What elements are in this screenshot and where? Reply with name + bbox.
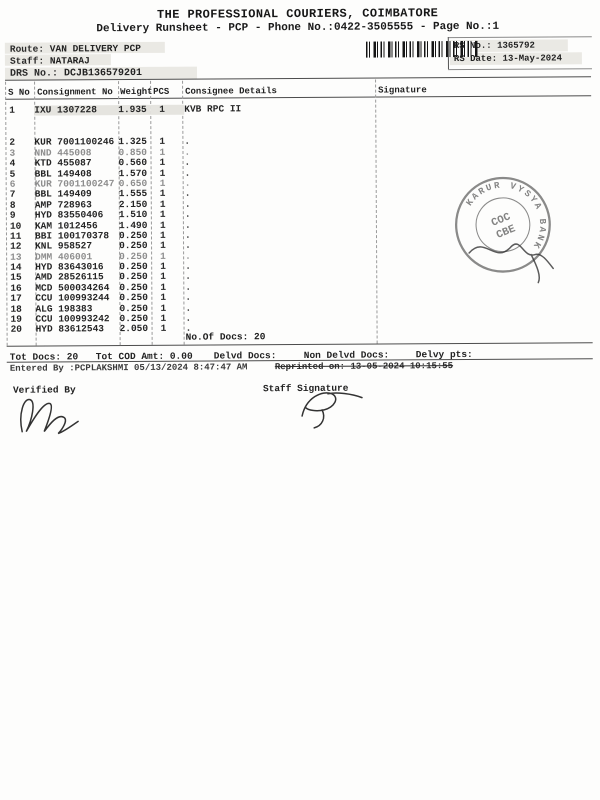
cell-consignment: HYD 83550406 [34, 209, 104, 221]
cell-sno: 20 [10, 324, 23, 336]
cell-sno: 10 [9, 220, 22, 232]
audit-line [10, 361, 453, 374]
cell-consignment: KNL 958527 [35, 240, 93, 252]
delvd-docs: Delvd Docs: [213, 350, 277, 362]
tot-docs: Tot Docs: 20 [9, 351, 79, 363]
cell-sno: 19 [10, 313, 22, 325]
cell-pcs: 1 [160, 271, 166, 283]
cell-weight: 0.560 [118, 157, 148, 169]
cell-sno: 5 [9, 168, 16, 180]
cell-weight: 1.555 [118, 188, 148, 200]
cell-consignee: . [184, 156, 191, 168]
cell-consignee: . [184, 219, 191, 231]
table-row [8, 322, 592, 336]
page-title: THE PROFESSIONAL COURIERS, COIMBATORE [156, 6, 439, 22]
table-bottom-rule [7, 342, 593, 347]
cell-consignment: DMM 406001 [35, 250, 93, 263]
cell-weight: 1.325 [118, 136, 147, 148]
col-header-consignee: Consignee Details [185, 86, 277, 97]
cell-consignment: NND 445008 [34, 147, 92, 159]
cell-consignment: KAM 1012456 [34, 219, 98, 232]
cell-weight: 1.570 [118, 167, 148, 179]
cell-pcs: 1 [159, 136, 166, 148]
cell-sno: 4 [9, 157, 16, 169]
cell-pcs: 1 [159, 156, 166, 169]
cell-consignee: . [185, 271, 191, 283]
col-header-weight: Weight [120, 86, 153, 98]
cell-consignment: KUR 7001100247 [34, 178, 115, 190]
cell-sno: 11 [9, 230, 22, 242]
cell-consignment: CCU 100993244 [35, 292, 110, 304]
cell-consignee: KVB RPC II [184, 103, 242, 115]
tot-cod-amt: Tot COD Amt: 0.00 [95, 350, 193, 363]
cell-weight: 0.250 [119, 261, 148, 273]
cell-consignee: . [185, 281, 192, 293]
cell-sno: 12 [10, 240, 22, 253]
staff-label: Staff: [9, 55, 45, 67]
cell-sno: 7 [9, 189, 16, 201]
col-header-sno: S No [8, 87, 30, 98]
rs-box-bottom-rule [448, 68, 592, 70]
cell-consignment: KTD 455087 [34, 157, 92, 169]
cell-consignee: . [185, 323, 192, 335]
page-subtitle: Delivery Runsheet - PCP - Phone No.:0422-3505555 - Page No.:1 [96, 20, 500, 36]
rs-box-left-rule [448, 37, 449, 69]
cell-pcs: 1 [150, 105, 184, 116]
cell-consignee: . [184, 177, 191, 189]
cell-pcs: 1 [159, 229, 166, 241]
stamp-center-line1: COC [489, 211, 513, 230]
verified-by-label: Verified By [12, 384, 76, 396]
col-header-consignment: Consignment No [37, 87, 113, 98]
cell-pcs: 1 [159, 146, 166, 158]
staff-value: NATARAJ [49, 55, 90, 67]
cell-consignee: . [184, 188, 191, 200]
route-value: VAN DELIVERY PCP [49, 42, 142, 55]
rs-no-value: 1365792 [497, 40, 535, 51]
cell-pcs: 1 [160, 281, 167, 293]
drs-value: DCJB136579201 [64, 67, 143, 80]
delvy-pts: Delvy pts: [415, 348, 473, 361]
cell-pcs: 1 [159, 208, 166, 220]
cell-consignment: HYD 83643016 [35, 261, 104, 273]
cell-consignment: BBL 149409 [34, 188, 92, 200]
no-of-docs: No.Of Docs: 20 [185, 331, 266, 343]
cell-sno: 6 [9, 178, 16, 190]
cell-weight: 2.150 [118, 198, 148, 210]
cell-weight: 0.650 [118, 177, 148, 190]
drs-line [10, 68, 142, 80]
cell-pcs: 1 [160, 302, 167, 314]
cell-sno: 17 [10, 292, 22, 305]
rs-no-line [454, 41, 535, 51]
cell-weight: 0.250 [118, 229, 148, 242]
cell-consignment: BBL 149408 [34, 167, 92, 180]
cell-weight: 0.250 [119, 271, 148, 283]
cell-weight: 1.935 [118, 105, 150, 116]
rs-date-line [454, 53, 562, 64]
cell-sno: 8 [9, 199, 16, 211]
cell-consignee: . [185, 291, 192, 303]
cell-pcs: 1 [159, 177, 166, 189]
cell-sno: 1 [9, 104, 15, 116]
cell-consignment: IXU 1307228 [34, 105, 118, 116]
cell-consignee: . [185, 250, 191, 262]
cell-pcs: 1 [160, 292, 167, 304]
cell-pcs: 1 [160, 250, 166, 262]
cell-weight: 1.510 [118, 209, 148, 221]
cell-weight: 0.250 [119, 281, 148, 293]
staff-signature [288, 386, 370, 433]
cell-consignee: . [184, 229, 191, 241]
cell-pcs: 1 [159, 219, 166, 231]
stamp-overlap-scribble [461, 224, 561, 287]
entered-by: Entered By :PCPLAKSHMI 05/13/2024 8:47:47 AM [9, 362, 248, 374]
cell-sno: 9 [9, 209, 16, 221]
rs-no-label: RS No.: [453, 40, 492, 52]
cell-weight: 0.250 [119, 250, 148, 262]
cell-consignee: . [185, 302, 192, 314]
reprinted-on: Reprinted on: 13-05-2024 10:15:55 [274, 361, 454, 373]
cell-weight: 0.250 [119, 312, 149, 325]
cell-pcs: 1 [160, 260, 166, 272]
cell-consignee: . [184, 198, 191, 210]
cell-weight: 0.850 [118, 146, 148, 158]
cell-consignment: KUR 7001100246 [34, 136, 115, 149]
stamp-ring-text: KARUR VYSYA BANK [463, 179, 549, 252]
cell-sno: 14 [10, 261, 22, 273]
rs-box-top-rule [448, 36, 592, 38]
cell-pcs: 1 [159, 198, 166, 210]
cell-consignee: . [184, 208, 191, 220]
cell-pcs: 1 [160, 323, 167, 335]
cell-consignment: HYD 83612543 [35, 323, 105, 336]
cell-pcs: 1 [159, 167, 166, 179]
staff-line [10, 55, 90, 66]
col-header-signature: Signature [378, 85, 427, 96]
rs-date-label: RS Date: [453, 53, 498, 65]
cell-pcs: 1 [160, 312, 167, 324]
cell-weight: 0.250 [119, 292, 148, 304]
table-row [6, 102, 590, 116]
cell-sno: 2 [9, 137, 16, 149]
verified-by-signature [14, 391, 86, 437]
route-label: Route: [9, 43, 45, 55]
cell-sno: 15 [10, 272, 22, 284]
stamp-center-line2: CBE [494, 223, 518, 242]
cell-sno: 16 [10, 282, 22, 294]
cell-consignment: MCD 500034264 [35, 282, 110, 294]
rs-date-value: 13-May-2024 [502, 53, 562, 64]
cell-pcs: 1 [160, 240, 166, 252]
cell-consignee: . [184, 136, 191, 148]
cell-sno: 18 [10, 303, 22, 315]
cell-weight: 2.050 [119, 323, 149, 335]
staff-signature-label: Staff Signature [262, 382, 349, 395]
route-line [10, 43, 141, 55]
non-delvd-docs: Non Delvd Docs: [303, 349, 390, 361]
cell-consignment: BBI 100170378 [34, 230, 110, 242]
cell-consignee: . [185, 239, 191, 251]
cell-consignee: . [184, 146, 191, 158]
cell-consignment: ALG 198383 [35, 302, 93, 315]
cell-weight: 0.250 [119, 240, 148, 252]
col-header-pcs: PCS [153, 86, 170, 97]
drs-label: DRS No.: [9, 68, 59, 80]
cell-consignment: AMP 728963 [34, 199, 92, 211]
cell-consignment: AMD 28526115 [35, 271, 104, 284]
cell-consignee: . [184, 167, 191, 179]
cell-consignee: . [185, 312, 192, 324]
cell-weight: 0.250 [119, 302, 148, 314]
cell-consignee: . [185, 260, 191, 272]
cell-sno: 3 [9, 147, 16, 159]
cell-consignment: CCU 100993242 [35, 313, 110, 325]
cell-weight: 1.490 [118, 219, 148, 231]
cell-sno: 13 [10, 251, 22, 263]
cell-pcs: 1 [159, 188, 166, 200]
